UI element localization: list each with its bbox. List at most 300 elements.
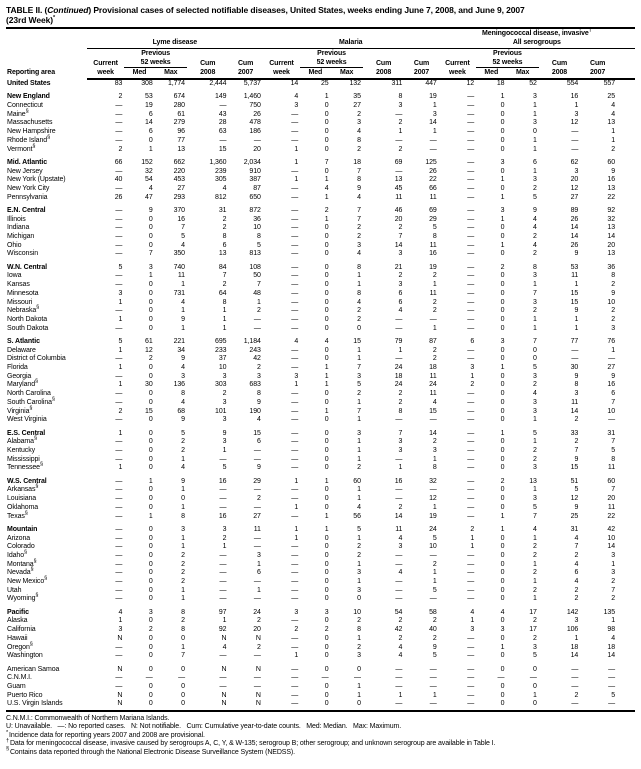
value-cell: 42 [394,626,403,634]
value-cell: 303 [215,381,227,389]
value-cell: 11 [429,289,437,297]
value-cell: 31 [607,429,615,437]
region-total-row [6,159,635,168]
value-cell: 1 [432,128,437,136]
value-cell: — [467,674,475,682]
value-cell: 1 [611,346,615,354]
value-cell: — [219,569,227,577]
reporting-area-cell: Louisiana [7,495,37,503]
value-cell: — [467,110,475,118]
value-cell: 2 [148,626,153,634]
value-cell: 1 [222,543,227,551]
value-cell: 3 [574,110,579,118]
value-cell: 1 [357,682,361,690]
value-cell: 650 [249,193,261,201]
value-cell: 4 [398,534,403,542]
cum-label: Cum [375,59,392,67]
cum-label: Cum [237,59,254,67]
value-cell: 0 [500,346,505,354]
value-cell: 32 [429,477,437,485]
value-cell: 0 [148,682,153,690]
value-cell: — [467,495,475,503]
table-row [6,307,635,316]
value-cell: — [467,206,475,214]
value-cell: 3 [532,407,537,415]
value-cell: 0 [532,682,537,690]
value-cell: — [115,438,123,446]
value-cell: 2 [532,617,537,625]
value-cell: 3 [500,626,505,634]
value-cell: 7 [222,272,227,280]
value-cell: N [117,665,123,673]
value-cell: — [395,167,403,175]
value-cell: — [253,595,261,603]
value-cell: 0 [500,634,505,642]
reporting-area-cell: Florida [7,364,28,372]
reporting-area-cell: Kentucky [7,446,35,454]
value-cell: 7 [324,158,329,166]
value-cell: 0 [500,543,505,551]
value-cell: 3 [148,263,153,271]
value-cell: 54 [394,608,403,616]
value-cell: 18 [353,158,361,166]
value-cell: 0 [148,691,153,699]
table-row [6,416,635,425]
value-cell: 4 [222,184,227,192]
value-cell: 1 [532,486,537,494]
value-cell: — [291,263,299,271]
value-cell: 51 [570,477,579,485]
value-cell: — [467,315,475,323]
value-cell: N [221,700,227,708]
value-cell: 8 [357,176,361,184]
reporting-area-cell: Tennessee§ [7,462,43,472]
table-row [6,242,635,251]
value-cell: 14 [429,119,437,127]
value-cell: 3 [324,608,329,616]
table-row [6,652,635,661]
value-cell: 1 [611,560,615,568]
value-cell: 0 [324,486,329,494]
value-cell: 4 [574,578,579,586]
value-cell: — [115,250,123,258]
value-cell: 674 [173,93,185,101]
value-cell: 8 [222,298,227,306]
value-cell: 2 [148,355,153,363]
value-cell: 16 [607,176,615,184]
value-cell: — [291,495,299,503]
value-cell: 683 [249,381,261,389]
value-cell: 0 [148,233,153,241]
value-cell: 2 [611,578,615,586]
value-cell: 3 [574,617,579,625]
table-row [6,250,635,259]
table-row [6,644,635,653]
footnote-line: §Contains data reported through the National Electronic Disease Surveillance System (NEDSS). [6,746,296,756]
value-cell: — [467,233,475,241]
value-cell: 2 [532,381,537,389]
current-label: Current [269,59,294,67]
value-cell: 4 [257,416,261,424]
value-cell: 0 [532,700,537,708]
reporting-area-cell: New York City [7,184,50,192]
value-cell: — [115,595,123,603]
value-cell: 1 [294,381,299,389]
value-cell: 1 [432,281,437,289]
value-cell: 9 [574,250,579,258]
value-cell: 30 [570,364,579,372]
value-cell: 15 [570,464,579,472]
value-cell: 15 [429,407,437,415]
value-cell: 1 [470,534,475,542]
value-cell: 2 [257,617,261,625]
value-cell: 152 [141,158,153,166]
table-row [6,535,635,544]
table-row [6,569,635,578]
value-cell: 0 [324,233,329,241]
value-cell: — [571,674,579,682]
value-cell: — [291,307,299,315]
value-cell: 27 [253,512,261,520]
value-cell: 4 [181,241,185,249]
value-cell: 0 [500,307,505,315]
value-cell: 1 [574,315,579,323]
value-cell: 293 [173,193,185,201]
value-cell: — [291,346,299,354]
value-cell: 3 [398,250,403,258]
value-cell: 2 [532,551,537,559]
value-cell: 1 [470,617,475,625]
value-cell: — [253,486,261,494]
value-cell: — [178,674,185,682]
reporting-area-cell: New Mexico§ [7,575,48,586]
value-cell: 11 [429,372,437,380]
value-cell: 4 [500,608,505,616]
value-cell: 1 [118,315,123,323]
value-cell: 13 [607,119,615,127]
value-cell: — [467,643,475,651]
max-label: Max [331,68,363,80]
52-weeks-label: 52 weeks [124,58,187,68]
value-cell: 5 [432,224,437,232]
value-cell: 87 [429,337,437,345]
footnote-line: †Data for meningococcal disease, invasive caused by serogroups A, C, Y, & W-135; serogroup B; other serogroup; and unknown serogroup are available in Table I. [6,737,496,748]
value-cell: — [115,578,123,586]
value-cell: 3 [222,438,227,446]
week-label: week [87,68,124,80]
value-cell: 2 [357,390,361,398]
value-cell: 2 [357,307,361,315]
value-cell: 0 [500,438,505,446]
table-row [6,137,635,146]
value-cell: 25 [320,80,329,87]
value-cell: 0 [148,289,153,297]
value-cell: — [467,281,475,289]
value-cell: 3 [257,551,261,559]
value-cell: 2 [222,224,227,232]
value-cell: — [467,486,475,494]
table-row [6,513,635,522]
value-cell: — [219,674,227,682]
footnote-line: C.N.M.I.: Commonwealth of Northern Mariana Islands. [6,715,170,723]
value-cell: 0 [357,595,361,603]
value-cell: 2 [432,438,437,446]
value-cell: — [395,110,403,118]
table-row [6,355,635,364]
value-cell: 8 [432,464,437,472]
value-cell: — [608,665,615,673]
value-cell: 3 [500,206,505,214]
reporting-area-cell: Virginia§ [7,405,33,415]
value-cell: 0 [532,128,537,136]
value-cell: 14 [570,224,579,232]
value-cell: — [253,674,261,682]
value-cell: — [219,652,227,660]
value-cell: 6 [574,569,579,577]
value-cell: 69 [429,206,437,214]
value-cell: — [115,355,123,363]
value-cell: 26 [253,110,261,118]
table-title-block [6,5,635,29]
med-label: Med [476,68,506,80]
reporting-area-cell: Pacific [7,608,29,616]
value-cell: — [291,281,299,289]
value-cell: 2 [181,617,185,625]
value-cell: 4 [181,298,185,306]
value-cell: 0 [324,324,329,332]
value-cell: — [608,355,615,363]
value-cell: 11 [429,241,437,249]
value-cell: 1 [181,534,185,542]
value-cell: — [115,324,123,332]
value-cell: 2 [398,634,403,642]
cum-label: Cum [413,59,430,67]
value-cell: — [291,595,299,603]
value-cell: — [395,324,403,332]
value-cell: — [429,665,437,673]
value-cell: — [115,674,123,682]
value-cell: 8 [181,390,185,398]
value-cell: 4 [181,398,185,406]
value-cell: 3 [470,626,475,634]
value-cell: — [253,324,261,332]
value-cell: 0 [500,446,505,454]
value-cell: 0 [148,643,153,651]
reporting-area-cell: Texas§ [7,510,28,520]
footnote-line: U: Unavailable. —: No reported cases. N: Not notifiable. Cum: Cumulative year-to-date counts. Med: Median. Max: Maximum. [6,723,402,731]
value-cell: 1 [398,128,403,136]
value-cell: — [467,407,475,415]
value-cell: 0 [324,503,329,511]
value-cell: 0 [324,289,329,297]
value-cell: N [255,665,261,673]
value-cell: — [291,119,299,127]
value-cell: — [115,184,123,192]
value-cell: — [291,674,299,682]
reporting-area-cell: S. Atlantic [7,337,40,345]
value-cell: 1 [181,307,185,315]
value-cell: 0 [500,289,505,297]
value-cell: 1 [118,429,123,437]
reporting-area-cell: New Jersey [7,167,43,175]
value-cell: 13 [529,477,537,485]
value-cell: 2 [611,145,615,153]
value-cell: 12 [570,495,579,503]
value-cell: — [115,551,123,559]
value-cell: 24 [394,364,403,372]
value-cell: 24 [394,381,403,389]
value-cell: 0 [500,315,505,323]
table-row [6,111,635,120]
value-cell: — [467,652,475,660]
value-cell: 7 [148,250,153,258]
reporting-area-cell: Hawaii [7,634,28,642]
value-cell: — [115,307,123,315]
value-cell: 0 [500,224,505,232]
value-cell: — [467,102,475,109]
value-cell: 20 [394,215,403,223]
value-cell: 5 [181,233,185,241]
table-row [6,543,635,552]
value-cell: 1 [222,617,227,625]
value-cell: — [529,674,537,682]
region-total-row [6,609,635,618]
value-cell: — [467,551,475,559]
value-cell: 0 [148,416,153,424]
value-cell: 1 [257,560,261,568]
value-cell: 1 [357,272,361,280]
value-cell: — [291,700,299,708]
table-row [6,233,635,242]
value-cell: 0 [148,390,153,398]
value-cell: 557 [603,80,615,87]
value-cell: — [467,298,475,306]
value-cell: 60 [607,477,615,485]
value-cell: 2 [432,298,437,306]
value-cell: 1 [398,346,403,354]
footnotes [6,715,635,757]
value-cell: 3 [222,416,227,424]
value-cell: 8 [181,608,185,616]
value-cell: 1 [294,145,299,153]
value-cell: 11 [429,390,437,398]
table-row [6,119,635,128]
value-cell: 2 [222,215,227,223]
table-row [6,272,635,281]
value-cell: N [221,665,227,673]
table-row [6,224,635,233]
value-cell: 4 [574,534,579,542]
value-cell: N [117,700,123,708]
value-cell: 0 [324,281,329,289]
value-cell: — [115,495,123,503]
value-cell: 4 [532,241,537,249]
table-row [6,176,635,185]
value-cell: 8 [611,455,615,463]
value-cell: — [291,617,299,625]
value-cell: 3 [532,464,537,472]
value-cell: 60 [353,477,361,485]
value-cell: 1 [357,560,361,568]
value-cell: — [467,398,475,406]
reporting-area-cell: Maryland§ [7,379,38,389]
value-cell: 14 [570,407,579,415]
value-cell: 7 [398,233,403,241]
value-cell: 0 [148,398,153,406]
value-cell: 0 [500,503,505,511]
value-cell: 8 [181,512,185,520]
value-cell: 26 [570,215,579,223]
value-cell: — [467,272,475,280]
value-cell: 52 [529,80,537,87]
reporting-area-cell: Illinois [7,215,26,223]
value-cell: 0 [500,416,505,424]
value-cell: 350 [173,250,185,258]
value-cell: 1,360 [209,158,227,166]
value-cell: 0 [500,250,505,258]
value-cell: — [291,128,299,136]
value-cell: 15 [145,407,153,415]
value-cell: — [467,682,475,690]
value-cell: 1 [181,543,185,551]
value-cell: — [291,416,299,424]
value-cell: 142 [566,608,579,616]
value-cell: 11 [607,503,615,511]
value-cell: 0 [500,110,505,118]
value-cell: 1 [532,416,537,424]
region-total-row [6,430,635,439]
value-cell: 0 [324,398,329,406]
year-2008-label: 2008 [363,68,404,80]
value-cell: 3 [611,324,615,332]
value-cell: — [467,355,475,363]
value-cell: 98 [607,626,615,634]
value-cell: 66 [114,158,123,166]
value-cell: 42 [607,525,615,533]
value-cell: 10 [607,298,615,306]
value-cell: 662 [173,158,185,166]
value-cell: 8 [357,289,361,297]
value-cell: — [115,215,123,223]
value-cell: — [571,145,579,153]
value-cell: 3 [500,337,505,345]
value-cell: 18 [394,372,403,380]
value-cell: 17 [529,626,537,634]
value-cell: 0 [324,543,329,551]
value-cell: 4 [532,525,537,533]
title-footnote-marker: * [52,15,55,22]
value-cell: 4 [574,560,579,568]
value-cell: 1 [532,167,537,175]
table-row [6,674,635,683]
value-cell: 6 [222,241,227,249]
value-cell: 1 [532,595,537,603]
value-cell: 2 [432,355,437,363]
value-cell: 0 [148,455,153,463]
reporting-area-cell: Oregon§ [7,641,33,651]
value-cell: — [219,455,227,463]
value-cell: 20 [253,145,261,153]
reporting-area-cell: Massachusetts [7,119,53,127]
value-cell: 0 [500,407,505,415]
table-row [6,626,635,635]
value-cell: 1 [432,503,437,511]
reporting-area-cell: Alabama§ [7,435,37,446]
value-cell: — [219,595,227,603]
value-cell: 12 [429,495,437,503]
value-cell: 2 [532,455,537,463]
value-cell: 0 [500,355,505,363]
